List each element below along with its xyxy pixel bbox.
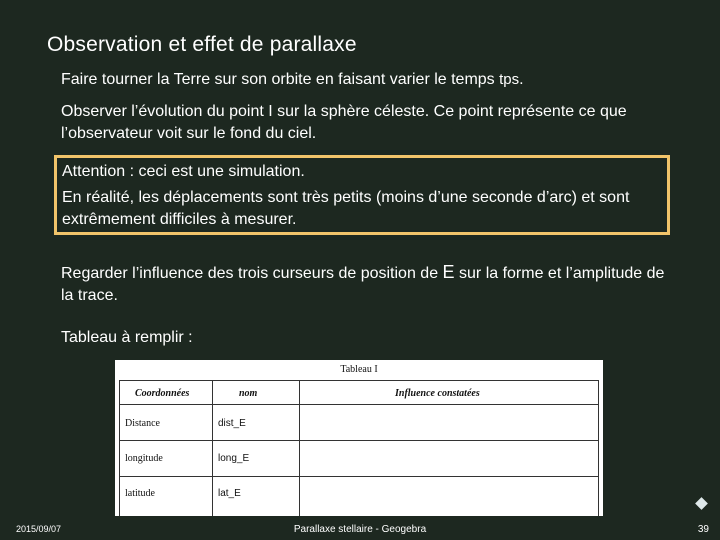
table-intro: Tableau à remplir : <box>61 329 193 346</box>
row-name: long_E <box>218 453 250 464</box>
instruction-observe-point: Observer l’évolution du point I sur la sphère céleste. Ce point représente ce que l’observateur voit sur le fond du ciel. <box>61 103 627 142</box>
nav-next-icon[interactable] <box>695 497 708 510</box>
instruction-sliders-before: Regarder l’influence des trois curseurs de position de <box>61 265 439 282</box>
attention-line-1: Attention : ceci est une simulation. <box>62 163 305 180</box>
row-name: lat_E <box>218 488 241 499</box>
instruction-rotate-end: . <box>519 71 524 88</box>
attention-line-2: En réalité, les déplacements sont très petits (moins d’une seconde d’arc) et sont extrêmement difficiles à mesurer. <box>62 189 630 228</box>
page-number: 39 <box>697 524 709 535</box>
row-coord: latitude <box>125 488 155 499</box>
header-coordonnees: Coordonnées <box>135 388 190 399</box>
table-border-top <box>119 380 599 381</box>
table-col-divider <box>212 380 213 516</box>
table-caption: Tableau I <box>340 364 378 375</box>
header-influence: Influence constatées <box>395 388 480 399</box>
footer-title: Parallaxe stellaire - Geogebra <box>293 524 427 535</box>
table-row-divider <box>119 476 599 477</box>
table-col-divider <box>119 380 120 516</box>
row-name: dist_E <box>218 418 246 429</box>
slide-title: Observation et effet de parallaxe <box>47 33 357 56</box>
footer-date: 2015/09/07 <box>16 524 62 534</box>
table-header-divider <box>119 404 599 405</box>
table-image <box>115 360 603 516</box>
instruction-sliders-after: sur la forme et l’amplitude de la trace. <box>61 265 665 304</box>
e-keyword: E <box>442 262 455 282</box>
attention-box <box>54 155 670 235</box>
tps-keyword: tps <box>499 71 520 88</box>
table-col-divider <box>598 380 599 516</box>
instruction-sliders <box>61 261 671 307</box>
table-row-divider <box>119 440 599 441</box>
table-col-divider <box>299 380 300 516</box>
instruction-rotate-text: Faire tourner la Terre sur son orbite en faisant varier le temps <box>61 71 495 88</box>
instruction-rotate-earth <box>61 69 671 91</box>
header-nom: nom <box>239 388 258 399</box>
row-coord: longitude <box>125 453 163 464</box>
row-coord: Distance <box>125 418 160 429</box>
